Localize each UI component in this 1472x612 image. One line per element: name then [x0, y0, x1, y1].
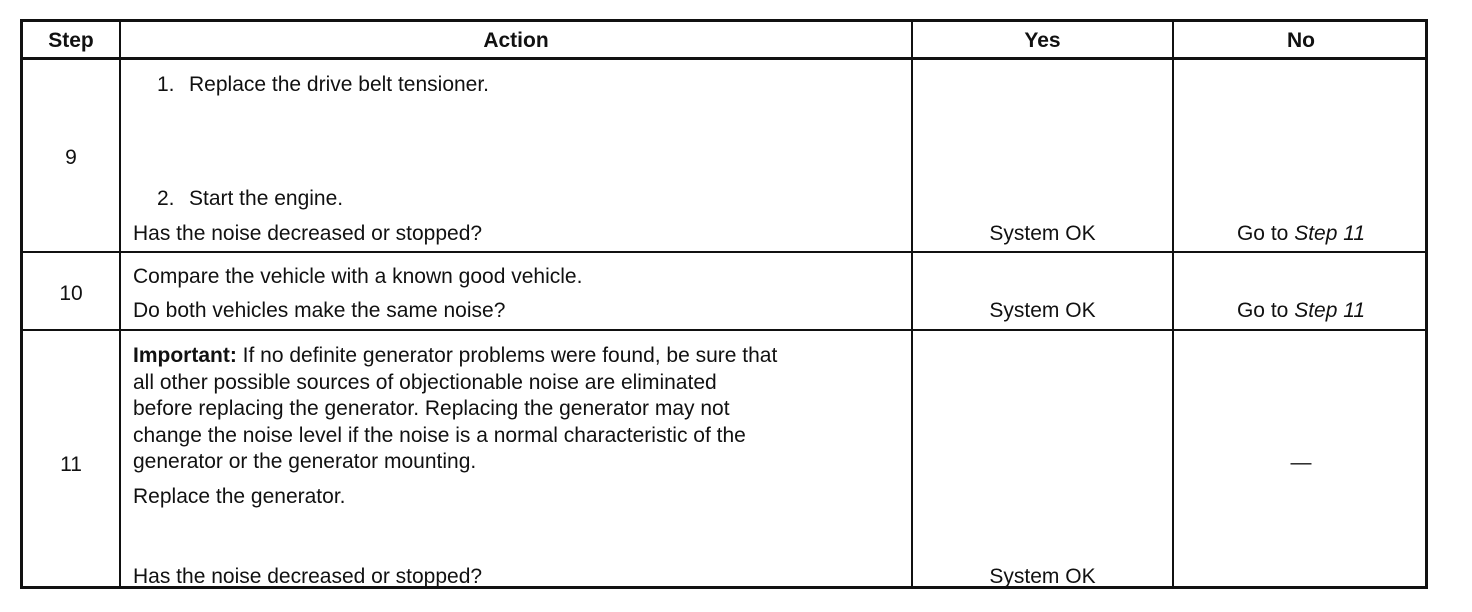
header-action: Action: [483, 29, 549, 52]
list-number: 2.: [157, 187, 175, 210]
header-yes: Yes: [1024, 29, 1061, 52]
action-step-2: [157, 186, 343, 212]
action-question: Has the noise decreased or stopped?: [133, 565, 483, 588]
row-divider: [23, 251, 1425, 253]
diagnostic-table: [20, 19, 1428, 589]
header-divider: [23, 57, 1425, 60]
important-label: Important:: [133, 344, 237, 367]
action-text: Compare the vehicle with a known good vehicle.: [133, 265, 583, 288]
goto-step-link: Step 11: [1294, 299, 1366, 322]
row-divider: [23, 329, 1425, 331]
important-text: change the noise level if the noise is a normal characteristic of the: [133, 423, 746, 447]
action-question: Has the noise decreased or stopped?: [133, 222, 483, 245]
no-result: [1174, 298, 1428, 324]
column-divider: [119, 22, 121, 586]
goto-prefix: Go to: [1236, 222, 1289, 245]
list-text: Replace the drive belt tensioner.: [189, 73, 490, 96]
no-result: —: [1290, 451, 1312, 474]
step-number: 10: [59, 282, 83, 305]
action-question: Do both vehicles make the same noise?: [133, 299, 506, 322]
action-step-1: [157, 72, 489, 98]
yes-result: System OK: [989, 299, 1096, 322]
yes-result: System OK: [989, 222, 1096, 245]
important-note: [133, 343, 777, 476]
list-number: 1.: [157, 73, 175, 96]
step-number: 11: [60, 453, 82, 476]
action-text: Replace the generator.: [133, 485, 346, 508]
list-text: Start the engine.: [189, 187, 344, 210]
header-no: No: [1287, 29, 1315, 52]
important-text: generator or the generator mounting.: [133, 450, 477, 473]
no-result: [1174, 221, 1428, 247]
goto-prefix: Go to: [1236, 299, 1289, 322]
important-text: If no definite generator problems were found, be sure that: [236, 344, 778, 367]
important-text: all other possible sources of objectionable noise are eliminated: [133, 370, 717, 394]
important-text: before replacing the generator. Replacing the generator may not: [133, 397, 730, 420]
yes-result: System OK: [989, 565, 1096, 588]
step-number: 9: [65, 146, 77, 169]
header-step: Step: [48, 29, 94, 52]
goto-step-link: Step 11: [1294, 222, 1366, 245]
